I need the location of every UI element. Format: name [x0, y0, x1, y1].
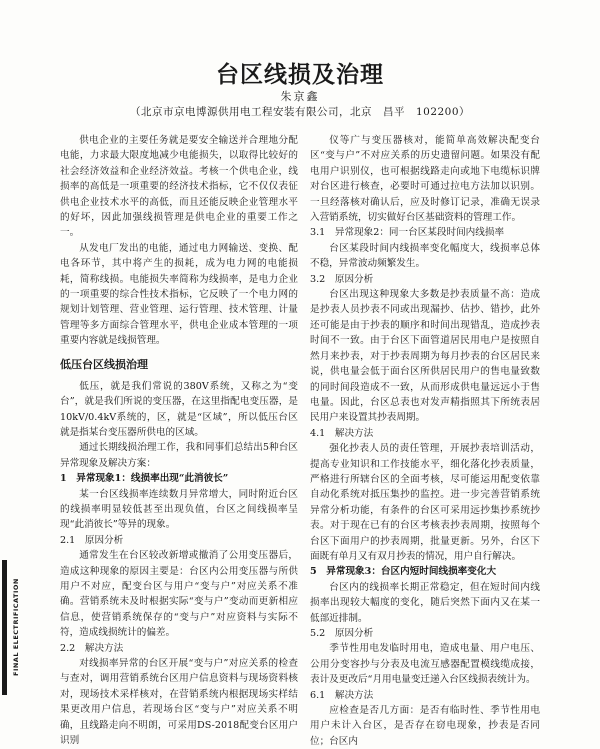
- right-column: [310, 133, 540, 747]
- paragraph: 台区某段时间内线损率变化幅度大，线损率总体不稳，异常波动频繁发生。: [310, 242, 540, 270]
- paragraph: 从发电厂发出的电能，通过电力网输送、变换、配电各环节，其中将产生的损耗，成为电力网的电能损耗，简称线损。电能损失率简称为线损率，是电力企业的一项重要的综合性技术指标，它反映了一个电力网的规划计划管理、营业管理、运行管理、技术管理、计量管理等多方面综合管理水平，供电企业成本管理的一项重要内容就是线损管理。: [60, 242, 298, 347]
- paragraph: 供电企业的主要任务就是要安全输送并合理地分配电能，力求最大限度地减少电能损失，以取得比较好的社会经济效益和企业经济效益。考核一个供电企业，线损率的高低是一项重要的经济技术指标，它不仅仅表征供电企业技术水平的高低，而且还能反映企业管理水平的好坏，因此加强线损管理是供电企业的重要工作之一。: [60, 135, 298, 239]
- paragraph: 仪等广与变压器核对，能简单高效解决配变台区“变与户”不对应关系的历史遗留问题。如果没有配电用户识别仪，也可根据线路走向或地下电缆标识牌对台区进行核查，必要时可通过拉电方法加以识别。一旦经落核对确认后，应及时修订记录，准确无误录入营销系统，切实做好台区基础资料的管理工作。: [310, 135, 540, 224]
- journal-side-label: [2, 560, 20, 695]
- author: 朱京鑫: [280, 90, 320, 103]
- side-bar: [2, 560, 7, 695]
- subsubsection-heading: 2.2 解决方法: [60, 642, 124, 654]
- paper-title: 台区线损及治理: [216, 62, 384, 88]
- paragraph: 通过长期线损治理工作，我和同事们总结出5种台区异常现象及解决方案：: [60, 442, 298, 469]
- subsubsection-heading: 6.1 解决方法: [310, 689, 374, 701]
- paragraph: 低压，就是我们常说的380V系统，又称之为“变台”，就是我们所说的变压器，在这里指配电变压器，是10kV/0.4kV系统的，区，就是“区域”，所以低压台区就是指某台变压器所供电的区域。: [60, 380, 298, 438]
- subsection-heading: 1 异常现象1：线损率出现“此消彼长”: [60, 473, 229, 485]
- subsection-heading: 5 异常现象3：台区内短时间线损率变化大: [310, 566, 497, 578]
- subsubsection-heading: 3.2 原因分析: [310, 273, 374, 285]
- paragraph: 通常发生在台区较改新增或撤消了公用变压器后，造成这种现象的原因主要是：台区内公用变压器与所供用户不对应，配变台区与用户“变与户”对应关系不准确。营销系统未及时根据实际“变与户”变动而更新相应信息，使营销系统保存的“变与户”对应资料与实际不符，造成线损统计的偏差。: [60, 550, 298, 639]
- subsubsection-heading: 5.2 原因分析: [310, 628, 374, 639]
- subsubsection-heading: 3.1 异常现象2：同一台区某段时间内线损率: [310, 227, 505, 239]
- paragraph: 季节性用电发临时用电，造成电量、用户电压、公用分变容抄与分表及电流互感器配置模线缆成接，表计及更改后“月用电量变迁递入台区线损表统计为。: [310, 643, 540, 686]
- affiliation: （北京市京电博源供用电工程安装有限公司，北京 昌平 102200）: [129, 106, 471, 118]
- paragraph: 台区内的线损率长期正常稳定，但在短时间内线损率出现较大幅度的变化，随后突然下面内又在某一低部近排制。: [310, 581, 540, 624]
- paragraph: 强化抄表人员的责任管理，开展抄表培训活动，提高专业知识和工作技能水平，细化落化抄表质量，严格进行所辖台区的全面考核，尽可能运用配变依靠自动化系统对抵压集抄的监控。进一步完善营销系统异常分析功能，有条件的台区可采用远抄集抄系统抄表。对于现在已有的台区考核表抄表周期，按照每个台区下面用户的抄表周期，批量更新。另外，台区下面既有单月又有双月抄表的情况，用户自行解决。: [310, 443, 540, 562]
- paragraph: 某一台区线损率连续数月异常增大，同时附近台区的线损率明显较低甚至出现负值，台区之间线损率呈现“此消彼长”等异的现象。: [60, 488, 298, 531]
- paragraph: 台区出现这种现象大多数是抄表质量不高：造成是抄表人员抄表不同或出现漏抄、估抄、错抄，此外还可能是由于抄表的顺序和时间出现错乱，造成抄表时间不一致。由于台区下面管道居民用电户是按照自然月来抄表，对于抄表周期为每月抄表的台区居民来说，供电量会低于面台区所供居民用户的售电量致数的同时间段造成不一致，从而形成供电量远远小于售电量。因此，台区总表也对发声精指照其下所统表居民用户来设置其抄表周期。: [310, 289, 540, 424]
- subsubsection-heading: 4.1 解决方法: [310, 427, 374, 439]
- section-heading: 低压台区线损治理: [60, 357, 148, 371]
- paragraph: 对线损率异常的台区开展“变与户”对应关系的检查与查对，调用营销系统台区用户信息资料与现场资料核对，现场技术采样核对，在营销系统内根据现场实样结果更改用户信息，若现场台区“变与户”对应关系不明确，且线路走向不明朗，可采用DS-2018配变台区用户识别: [60, 658, 298, 747]
- subsubsection-heading: 2.1 原因分析: [60, 534, 124, 546]
- side-label-text: FINAL ELECTRIFICATION: [12, 578, 20, 677]
- left-column: [60, 133, 298, 747]
- paragraph: 应检查是否几方面：是否有临时性、季节性用电用户未计入台区，是否存在窃电现象，抄表是否同位；台区内: [310, 705, 540, 747]
